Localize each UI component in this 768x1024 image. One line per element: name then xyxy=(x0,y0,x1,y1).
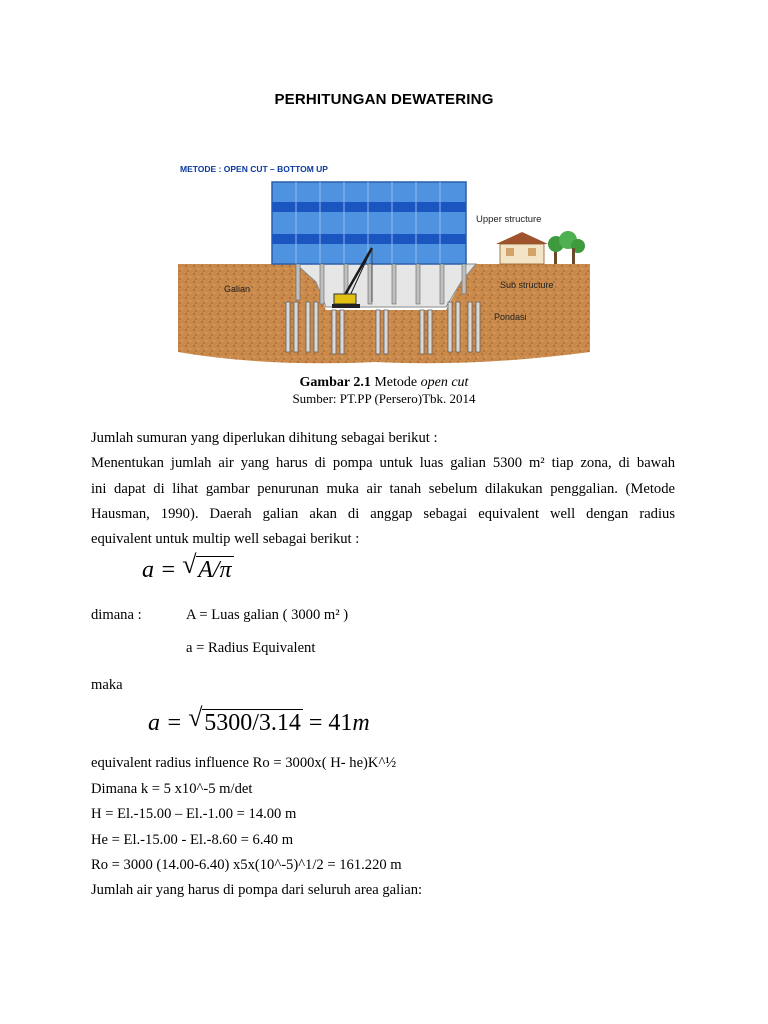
page-title: PERHITUNGAN DEWATERING xyxy=(274,91,494,108)
paragraph-1: Jumlah sumuran yang diperlukan dihitung sebagai berikut : xyxy=(91,430,438,446)
formula-radius-equivalent: a = √ A/π xyxy=(142,550,232,583)
figure-caption: Gambar 2.1 Metode open cut xyxy=(299,375,469,390)
formula-radius-result: a = √ 5300/3.14 = 41m xyxy=(148,703,370,736)
maka-label: maka xyxy=(91,677,123,693)
dimana-label: dimana : xyxy=(91,607,142,623)
pondasi-label: Pondasi xyxy=(494,312,527,322)
line-h: H = El.-15.00 – El.-1.00 = 14.00 m xyxy=(91,806,297,822)
line-he: He = El.-15.00 - El.-8.60 = 6.40 m xyxy=(91,832,294,848)
paragraph-2-line-3: Hausman, 1990). Daerah galian akan di anggap sebagai equivalent well dengan radius xyxy=(91,506,675,522)
line-ro-formula: equivalent radius influence Ro = 3000x( H- he)K^½ xyxy=(91,755,397,771)
sub-structure-label: Sub structure xyxy=(500,280,554,290)
dimana-radius: a = Radius Equivalent xyxy=(186,640,316,656)
house-icon xyxy=(496,232,548,264)
paragraph-2-line-2: ini dapat di lihat gambar penurunan muka air tanah sebelum dilakukan penggalian. (Metode xyxy=(91,481,675,497)
figure-source: Sumber: PT.PP (Persero)Tbk. 2014 xyxy=(292,391,476,406)
tree-icon xyxy=(548,231,585,264)
upper-structure-label: Upper structure xyxy=(476,214,542,225)
line-last: Jumlah air yang harus di pompa dari seluruh area galian: xyxy=(91,882,423,898)
open-cut-illustration xyxy=(176,152,592,374)
galian-label: Galian xyxy=(224,284,251,294)
dimana-area: A = Luas galian ( 3000 m² ) xyxy=(186,607,349,623)
paragraph-2-line-1: Menentukan jumlah air yang harus di pompa untuk luas galian 5300 m² tiap zona, di bawah xyxy=(91,455,675,471)
line-k: Dimana k = 5 x10^-5 m/det xyxy=(91,781,253,797)
line-ro-result: Ro = 3000 (14.00-6.40) x5x(10^-5)^1/2 = 161.220 m xyxy=(91,857,402,873)
paragraph-2-line-4: equivalent untuk multip well sebagai berikut : xyxy=(91,531,360,547)
method-label: METODE : OPEN CUT – BOTTOM UP xyxy=(180,164,328,174)
